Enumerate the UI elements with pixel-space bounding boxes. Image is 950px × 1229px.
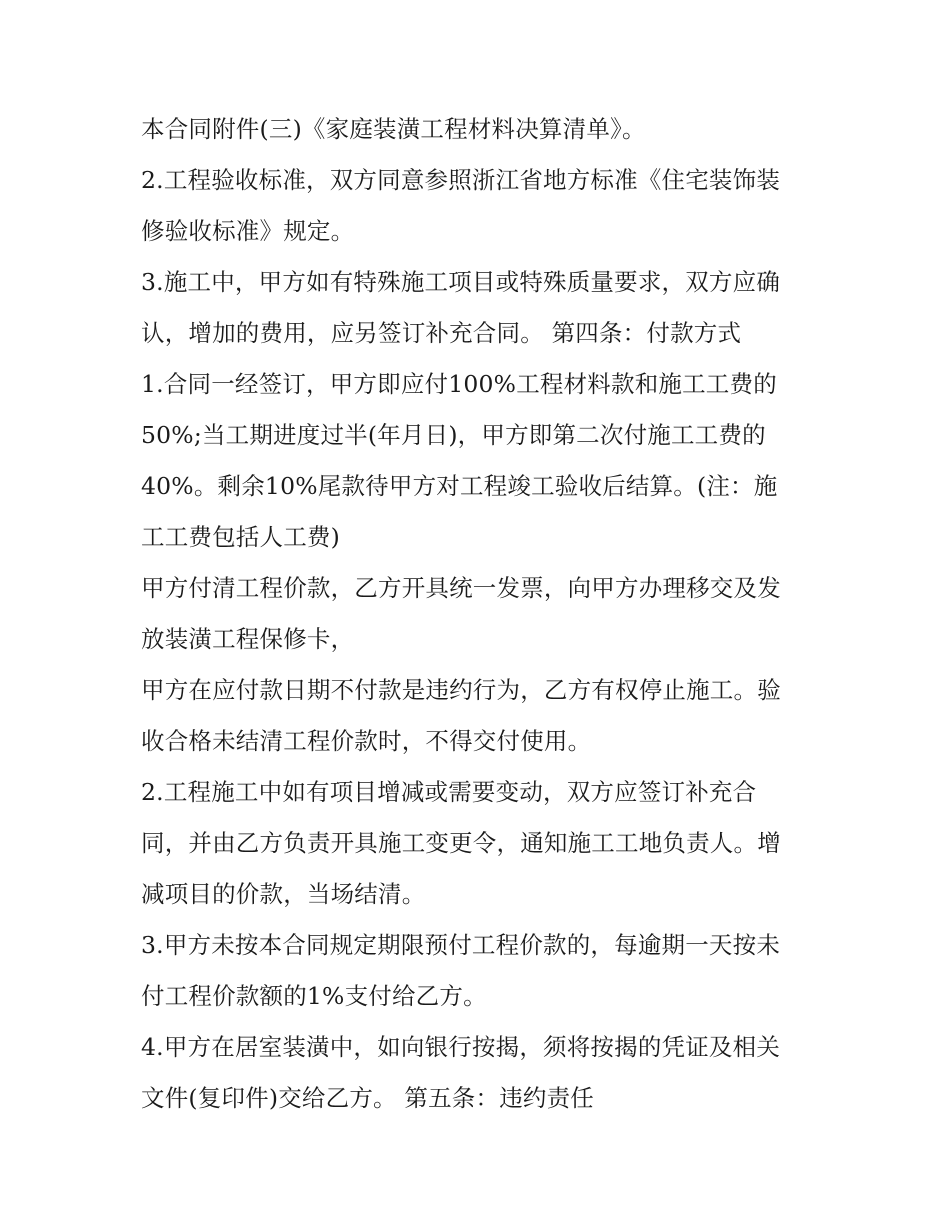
text-line: 减项目的价款，当场结清。 xyxy=(141,880,426,908)
text-line: 放装潢工程保修卡， xyxy=(141,625,355,653)
text-line: 付工程价款额的1%支付给乙方。 xyxy=(141,982,487,1010)
text-line: 工工费包括人工费) xyxy=(141,523,340,551)
text-line: 认，增加的费用，应另签订补充合同。 第四条：付款方式 xyxy=(141,319,742,347)
text-line: 本合同附件(三)《家庭装潢工程材料决算清单》。 xyxy=(141,115,646,143)
text-line: 文件(复印件)交给乙方。 第五条：违约责任 xyxy=(141,1084,595,1112)
contract-text xyxy=(141,104,813,1124)
text-line: 2.工程施工中如有项目增减或需要变动，双方应签订补充合 xyxy=(141,778,757,806)
text-line: 收合格未结清工程价款时，不得交付使用。 xyxy=(141,727,592,755)
text-line: 4.甲方在居室装潢中，如向银行按揭，须将按揭的凭证及相关 xyxy=(141,1033,781,1061)
text-line: 甲方在应付款日期不付款是违约行为，乙方有权停止施工。验 xyxy=(141,676,781,704)
text-line: 甲方付清工程价款，乙方开具统一发票，向甲方办理移交及发 xyxy=(141,574,781,602)
text-line: 40%。剩余10%尾款待甲方对工程竣工验收后结算。(注：施 xyxy=(141,472,778,500)
text-line: 修验收标准》规定。 xyxy=(141,217,355,245)
text-line: 1.合同一经签订，甲方即应付100%工程材料款和施工工费的 xyxy=(141,370,777,398)
text-line: 3.甲方未按本合同规定期限预付工程价款的，每逾期一天按未 xyxy=(141,931,781,959)
text-line: 2.工程验收标准，双方同意参照浙江省地方标准《住宅装饰装 xyxy=(141,166,781,194)
text-line: 50%;当工期进度过半(年月日)，甲方即第二次付施工工费的 xyxy=(141,421,766,449)
text-line: 同，并由乙方负责开具施工变更令，通知施工工地负责人。增 xyxy=(141,829,781,857)
text-line: 3.施工中，甲方如有特殊施工项目或特殊质量要求，双方应确 xyxy=(141,268,781,296)
document-body xyxy=(141,104,813,1124)
